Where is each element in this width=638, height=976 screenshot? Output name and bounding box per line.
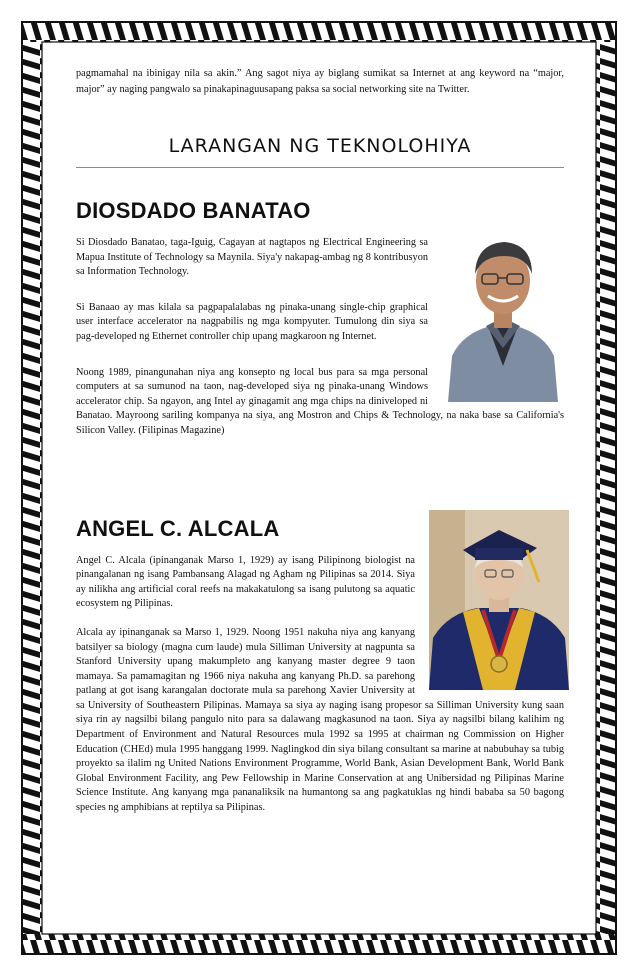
profile-paragraph: Si Banaao ay mas kilala sa pagpapalalabas ng pinaka-unang single-chip graphical user interface accelerator na nagpabilis ng mga kompyuter. Tumulong din siya sa pag-developed ng Ethernet controller chip upang magkaroon ng Internet.	[76, 301, 428, 342]
profile-alcala	[76, 516, 564, 816]
profile-paragraph: Alcala ay ipinanganak sa Marso 1, 1929. Noong 1951 nakuha niya ang kanyang batsilyer sa biology (magna cum laude) mula Silliman University at nagpunta sa Stanford University upang makumpleto ang kanyang master degree 9 taon mamaya. Sa pamamagitan ng 1966 niya nakuha ang kanyang Ph.D. sa parehong patlang at got isang karangalan doctorate mula sa parehong Xavier University at sa University of Southeastern Pilipinas. Mamaya sa siya ay naging isang propesor sa Silliman University kung saan siya rin ay nagsilbi bilang pangulo nito para sa dalawang magkasunod na taon. Siya ay nagsilbi bilang kalihim ng Department of Environment and Natural Resources mula 1992 sa 1995 at chairman ng Commission on Higher Education (CHEd) mula 1995 hanggang 1999. Naglingkod din siya bilang consultant sa marine at nabubuhay sa tubig proyekto sa ilalim ng United Nations Environment Programme, World Bank, Asian Development Bank, World Bank Global Environment Facility, ang Pew Fellowship in Marine Conservation at ang Unibersidad ng Pilipinas Marine Science Institute. Ang kanyang mga pananaliksik na humantong sa ang pagkatuklas ng hindi bababa sa 50 bagong species ng amphibians at reptilya sa Pilipinas.	[76, 626, 564, 814]
section-title: LARANGAN NG TEKNOLOHIYA	[168, 135, 472, 157]
document-body	[76, 66, 564, 830]
portrait-photo-banatao	[442, 226, 564, 402]
profile-name: DIOSDADO BANATAO	[76, 198, 311, 223]
profile-name: ANGEL C. ALCALA	[76, 515, 280, 541]
profile-paragraph: Noong 1989, pinangunahan niya ang konsepto ng local bus para sa mga personal computers at sa sumunod na taon, nag-developed siya ng pinaka-unang Windows accelerator chip. Sa ngayon, ang Intel ay ginagamit ang mga chips na diniveloped ni Banatao. Mayroong sariling kompanya na siya, ang Mostron and Chips & Technology, na naka base sa California's Silicon Valley. (Filipinas Magazine)	[76, 366, 564, 436]
profile-paragraph: Angel C. Alcala (ipinanganak Marso 1, 1929) ay isang Pilipinong biologist na pinangalanan ng isang Pambansang Alagad ng Agham ng Pilipinas sa 2014. Siya ay nilikha ang artificial coral reefs na makakatulong sa isang pulutong sa aquatic ecosystem ng Pilipinas.	[76, 554, 415, 610]
profile-banatao	[76, 198, 564, 439]
portrait-photo-alcala	[429, 510, 569, 690]
section-divider	[76, 167, 564, 168]
intro-paragraph: pagmamahal na ibinigay nila sa akin.” Ang sagot niya ay biglang sumikat sa Internet at ang keyword na “major, major” ay naging pangwalo sa pinakapinaguusapang paksa sa social networking site na Twitter.	[76, 68, 564, 95]
profile-paragraph: Si Diosdado Banatao, taga-Iguig, Cagayan at nagtapos ng Electrical Engineering sa Mapua Institute of Technology sa Maynila. Siya'y nakapag-ambag ng 8 kontribusyon sa Information Technology.	[76, 237, 428, 278]
